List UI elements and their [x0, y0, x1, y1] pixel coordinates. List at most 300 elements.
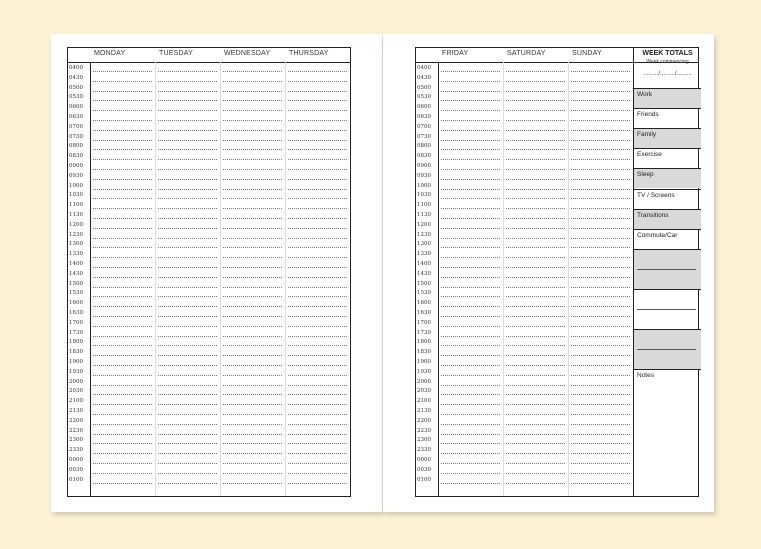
time-slot-entry[interactable]	[571, 306, 630, 307]
time-slot-entry[interactable]	[571, 91, 630, 92]
time-slot-entry[interactable]	[288, 473, 347, 474]
time-slot-entry[interactable]	[158, 198, 217, 199]
custom-category-blank-line[interactable]	[637, 269, 696, 270]
time-slot-entry[interactable]	[158, 453, 217, 454]
time-slot-entry[interactable]	[571, 287, 630, 288]
time-slot-entry[interactable]	[571, 473, 630, 474]
time-slot-entry[interactable]	[441, 316, 500, 317]
time-slot-entry[interactable]	[158, 385, 217, 386]
time-slot-entry[interactable]	[93, 100, 152, 101]
time-slot-entry[interactable]	[158, 296, 217, 297]
time-slot-entry[interactable]	[288, 326, 347, 327]
time-slot-entry[interactable]	[441, 473, 500, 474]
time-slot-entry[interactable]	[288, 238, 347, 239]
time-slot-entry[interactable]	[93, 169, 152, 170]
time-slot-entry[interactable]	[571, 120, 630, 121]
time-slot-entry[interactable]	[506, 345, 565, 346]
time-slot-entry[interactable]	[288, 71, 347, 72]
time-slot-entry[interactable]	[223, 71, 282, 72]
time-slot-entry[interactable]	[93, 336, 152, 337]
time-slot-entry[interactable]	[223, 208, 282, 209]
time-slot-entry[interactable]	[441, 228, 500, 229]
time-slot-entry[interactable]	[571, 140, 630, 141]
time-slot-entry[interactable]	[506, 443, 565, 444]
time-slot-entry[interactable]	[506, 306, 565, 307]
time-slot-entry[interactable]	[288, 306, 347, 307]
time-slot-entry[interactable]	[441, 385, 500, 386]
time-slot-entry[interactable]	[506, 208, 565, 209]
time-slot-entry[interactable]	[506, 316, 565, 317]
time-slot-entry[interactable]	[288, 443, 347, 444]
time-slot-entry[interactable]	[571, 81, 630, 82]
time-slot-entry[interactable]	[441, 247, 500, 248]
time-slot-entry[interactable]	[506, 198, 565, 199]
time-slot-entry[interactable]	[506, 140, 565, 141]
time-slot-entry[interactable]	[223, 238, 282, 239]
time-slot-entry[interactable]	[158, 130, 217, 131]
time-slot-entry[interactable]	[441, 463, 500, 464]
time-slot-entry[interactable]	[93, 198, 152, 199]
total-category-commute-car[interactable]	[634, 229, 701, 249]
time-slot-entry[interactable]	[93, 71, 152, 72]
time-slot-entry[interactable]	[506, 296, 565, 297]
time-slot-entry[interactable]	[571, 483, 630, 484]
time-slot-entry[interactable]	[441, 424, 500, 425]
time-slot-entry[interactable]	[288, 434, 347, 435]
time-slot-entry[interactable]	[441, 443, 500, 444]
time-slot-entry[interactable]	[288, 149, 347, 150]
time-slot-entry[interactable]	[158, 473, 217, 474]
time-slot-entry[interactable]	[506, 365, 565, 366]
time-slot-entry[interactable]	[571, 169, 630, 170]
time-slot-entry[interactable]	[223, 198, 282, 199]
time-slot-entry[interactable]	[571, 208, 630, 209]
time-slot-entry[interactable]	[93, 189, 152, 190]
total-category-tv-screens[interactable]	[634, 189, 701, 209]
time-slot-entry[interactable]	[288, 179, 347, 180]
time-slot-entry[interactable]	[441, 208, 500, 209]
time-slot-entry[interactable]	[93, 238, 152, 239]
time-slot-entry[interactable]	[158, 483, 217, 484]
time-slot-entry[interactable]	[93, 110, 152, 111]
time-slot-entry[interactable]	[441, 198, 500, 199]
time-slot-entry[interactable]	[288, 316, 347, 317]
time-slot-entry[interactable]	[158, 159, 217, 160]
time-slot-entry[interactable]	[571, 375, 630, 376]
time-slot-entry[interactable]	[506, 385, 565, 386]
time-slot-entry[interactable]	[288, 81, 347, 82]
time-slot-entry[interactable]	[223, 326, 282, 327]
time-slot-entry[interactable]	[158, 434, 217, 435]
time-slot-entry[interactable]	[158, 100, 217, 101]
time-slot-entry[interactable]	[288, 257, 347, 258]
time-slot-entry[interactable]	[93, 296, 152, 297]
time-slot-entry[interactable]	[571, 443, 630, 444]
time-slot-entry[interactable]	[571, 326, 630, 327]
time-slot-entry[interactable]	[506, 71, 565, 72]
time-slot-entry[interactable]	[506, 375, 565, 376]
time-slot-entry[interactable]	[441, 140, 500, 141]
time-slot-entry[interactable]	[288, 453, 347, 454]
time-slot-entry[interactable]	[441, 91, 500, 92]
time-slot-entry[interactable]	[158, 306, 217, 307]
time-slot-entry[interactable]	[158, 140, 217, 141]
time-slot-entry[interactable]	[223, 247, 282, 248]
time-slot-entry[interactable]	[506, 81, 565, 82]
total-category-transitions[interactable]	[634, 209, 701, 229]
time-slot-entry[interactable]	[571, 130, 630, 131]
time-slot-entry[interactable]	[93, 385, 152, 386]
time-slot-entry[interactable]	[93, 130, 152, 131]
time-slot-entry[interactable]	[93, 267, 152, 268]
custom-category-slot[interactable]	[634, 289, 701, 329]
time-slot-entry[interactable]	[223, 130, 282, 131]
time-slot-entry[interactable]	[223, 463, 282, 464]
time-slot-entry[interactable]	[158, 443, 217, 444]
time-slot-entry[interactable]	[571, 179, 630, 180]
time-slot-entry[interactable]	[223, 100, 282, 101]
time-slot-entry[interactable]	[571, 228, 630, 229]
time-slot-entry[interactable]	[158, 463, 217, 464]
time-slot-entry[interactable]	[288, 189, 347, 190]
time-slot-entry[interactable]	[158, 169, 217, 170]
time-slot-entry[interactable]	[288, 296, 347, 297]
time-slot-entry[interactable]	[93, 443, 152, 444]
time-slot-entry[interactable]	[288, 414, 347, 415]
time-slot-entry[interactable]	[288, 404, 347, 405]
time-slot-entry[interactable]	[506, 91, 565, 92]
time-slot-entry[interactable]	[93, 306, 152, 307]
time-slot-entry[interactable]	[223, 394, 282, 395]
time-slot-entry[interactable]	[571, 316, 630, 317]
time-slot-entry[interactable]	[223, 287, 282, 288]
time-slot-entry[interactable]	[158, 424, 217, 425]
time-slot-entry[interactable]	[441, 296, 500, 297]
time-slot-entry[interactable]	[158, 189, 217, 190]
time-slot-entry[interactable]	[93, 159, 152, 160]
time-slot-entry[interactable]	[158, 365, 217, 366]
time-slot-entry[interactable]	[441, 394, 500, 395]
time-slot-entry[interactable]	[571, 394, 630, 395]
time-slot-entry[interactable]	[441, 414, 500, 415]
time-slot-entry[interactable]	[288, 218, 347, 219]
time-slot-entry[interactable]	[571, 277, 630, 278]
time-slot-entry[interactable]	[93, 404, 152, 405]
total-category-family[interactable]	[634, 128, 701, 148]
time-slot-entry[interactable]	[571, 453, 630, 454]
time-slot-entry[interactable]	[441, 179, 500, 180]
time-slot-entry[interactable]	[506, 336, 565, 337]
time-slot-entry[interactable]	[223, 443, 282, 444]
time-slot-entry[interactable]	[441, 336, 500, 337]
time-slot-entry[interactable]	[571, 385, 630, 386]
time-slot-entry[interactable]	[158, 81, 217, 82]
time-slot-entry[interactable]	[288, 424, 347, 425]
time-slot-entry[interactable]	[441, 326, 500, 327]
time-slot-entry[interactable]	[571, 404, 630, 405]
time-slot-entry[interactable]	[223, 81, 282, 82]
time-slot-entry[interactable]	[506, 473, 565, 474]
time-slot-entry[interactable]	[506, 355, 565, 356]
time-slot-entry[interactable]	[158, 247, 217, 248]
time-slot-entry[interactable]	[506, 394, 565, 395]
time-slot-entry[interactable]	[506, 169, 565, 170]
time-slot-entry[interactable]	[506, 463, 565, 464]
time-slot-entry[interactable]	[571, 198, 630, 199]
time-slot-entry[interactable]	[506, 424, 565, 425]
time-slot-entry[interactable]	[571, 336, 630, 337]
time-slot-entry[interactable]	[506, 228, 565, 229]
time-slot-entry[interactable]	[441, 483, 500, 484]
time-slot-entry[interactable]	[223, 345, 282, 346]
time-slot-entry[interactable]	[506, 277, 565, 278]
time-slot-entry[interactable]	[571, 267, 630, 268]
time-slot-entry[interactable]	[158, 394, 217, 395]
time-slot-entry[interactable]	[93, 414, 152, 415]
time-slot-entry[interactable]	[441, 365, 500, 366]
time-slot-entry[interactable]	[506, 100, 565, 101]
time-slot-entry[interactable]	[158, 218, 217, 219]
time-slot-entry[interactable]	[288, 169, 347, 170]
time-slot-entry[interactable]	[93, 375, 152, 376]
time-slot-entry[interactable]	[441, 453, 500, 454]
time-slot-entry[interactable]	[441, 355, 500, 356]
time-slot-entry[interactable]	[288, 267, 347, 268]
time-slot-entry[interactable]	[288, 140, 347, 141]
time-slot-entry[interactable]	[158, 267, 217, 268]
time-slot-entry[interactable]	[158, 179, 217, 180]
total-category-sleep[interactable]	[634, 168, 701, 188]
time-slot-entry[interactable]	[506, 434, 565, 435]
time-slot-entry[interactable]	[223, 179, 282, 180]
time-slot-entry[interactable]	[93, 91, 152, 92]
time-slot-entry[interactable]	[571, 159, 630, 160]
time-slot-entry[interactable]	[571, 71, 630, 72]
time-slot-entry[interactable]	[223, 365, 282, 366]
time-slot-entry[interactable]	[223, 110, 282, 111]
time-slot-entry[interactable]	[506, 267, 565, 268]
time-slot-entry[interactable]	[441, 71, 500, 72]
time-slot-entry[interactable]	[158, 326, 217, 327]
time-slot-entry[interactable]	[441, 169, 500, 170]
time-slot-entry[interactable]	[441, 277, 500, 278]
time-slot-entry[interactable]	[158, 375, 217, 376]
time-slot-entry[interactable]	[506, 414, 565, 415]
time-slot-entry[interactable]	[288, 208, 347, 209]
time-slot-entry[interactable]	[506, 149, 565, 150]
time-slot-entry[interactable]	[571, 434, 630, 435]
time-slot-entry[interactable]	[93, 277, 152, 278]
time-slot-entry[interactable]	[223, 375, 282, 376]
time-slot-entry[interactable]	[93, 287, 152, 288]
notes-area[interactable]	[634, 369, 701, 496]
time-slot-entry[interactable]	[93, 473, 152, 474]
time-slot-entry[interactable]	[441, 306, 500, 307]
time-slot-entry[interactable]	[571, 189, 630, 190]
time-slot-entry[interactable]	[441, 81, 500, 82]
time-slot-entry[interactable]	[93, 218, 152, 219]
time-slot-entry[interactable]	[288, 130, 347, 131]
total-category-friends[interactable]	[634, 108, 701, 128]
time-slot-entry[interactable]	[158, 414, 217, 415]
time-slot-entry[interactable]	[506, 130, 565, 131]
time-slot-entry[interactable]	[158, 316, 217, 317]
time-slot-entry[interactable]	[223, 296, 282, 297]
time-slot-entry[interactable]	[571, 365, 630, 366]
time-slot-entry[interactable]	[158, 228, 217, 229]
time-slot-entry[interactable]	[288, 247, 347, 248]
time-slot-entry[interactable]	[571, 218, 630, 219]
time-slot-entry[interactable]	[93, 179, 152, 180]
time-slot-entry[interactable]	[158, 149, 217, 150]
time-slot-entry[interactable]	[93, 149, 152, 150]
time-slot-entry[interactable]	[506, 287, 565, 288]
time-slot-entry[interactable]	[223, 404, 282, 405]
time-slot-entry[interactable]	[93, 453, 152, 454]
time-slot-entry[interactable]	[93, 140, 152, 141]
time-slot-entry[interactable]	[441, 345, 500, 346]
time-slot-entry[interactable]	[441, 159, 500, 160]
time-slot-entry[interactable]	[223, 336, 282, 337]
time-slot-entry[interactable]	[441, 434, 500, 435]
time-slot-entry[interactable]	[158, 208, 217, 209]
week-commencing-date-field[interactable]: ........./........./.........	[643, 71, 692, 77]
time-slot-entry[interactable]	[441, 110, 500, 111]
time-slot-entry[interactable]	[571, 463, 630, 464]
time-slot-entry[interactable]	[93, 81, 152, 82]
time-slot-entry[interactable]	[158, 355, 217, 356]
time-slot-entry[interactable]	[441, 375, 500, 376]
time-slot-entry[interactable]	[441, 238, 500, 239]
time-slot-entry[interactable]	[288, 336, 347, 337]
time-slot-entry[interactable]	[571, 424, 630, 425]
time-slot-entry[interactable]	[93, 120, 152, 121]
time-slot-entry[interactable]	[158, 287, 217, 288]
time-slot-entry[interactable]	[506, 247, 565, 248]
time-slot-entry[interactable]	[223, 228, 282, 229]
time-slot-entry[interactable]	[506, 404, 565, 405]
time-slot-entry[interactable]	[93, 316, 152, 317]
time-slot-entry[interactable]	[288, 91, 347, 92]
time-slot-entry[interactable]	[288, 228, 347, 229]
time-slot-entry[interactable]	[223, 277, 282, 278]
time-slot-entry[interactable]	[288, 198, 347, 199]
time-slot-entry[interactable]	[158, 238, 217, 239]
time-slot-entry[interactable]	[158, 345, 217, 346]
custom-category-slot[interactable]	[634, 329, 701, 369]
time-slot-entry[interactable]	[441, 130, 500, 131]
time-slot-entry[interactable]	[571, 247, 630, 248]
time-slot-entry[interactable]	[571, 414, 630, 415]
time-slot-entry[interactable]	[441, 120, 500, 121]
time-slot-entry[interactable]	[288, 287, 347, 288]
time-slot-entry[interactable]	[93, 247, 152, 248]
time-slot-entry[interactable]	[93, 208, 152, 209]
time-slot-entry[interactable]	[288, 120, 347, 121]
time-slot-entry[interactable]	[506, 238, 565, 239]
time-slot-entry[interactable]	[288, 277, 347, 278]
time-slot-entry[interactable]	[223, 91, 282, 92]
time-slot-entry[interactable]	[223, 159, 282, 160]
time-slot-entry[interactable]	[506, 110, 565, 111]
time-slot-entry[interactable]	[506, 120, 565, 121]
custom-category-slot[interactable]	[634, 249, 701, 289]
time-slot-entry[interactable]	[223, 424, 282, 425]
time-slot-entry[interactable]	[223, 453, 282, 454]
time-slot-entry[interactable]	[93, 355, 152, 356]
time-slot-entry[interactable]	[288, 345, 347, 346]
time-slot-entry[interactable]	[223, 316, 282, 317]
time-slot-entry[interactable]	[223, 257, 282, 258]
time-slot-entry[interactable]	[223, 355, 282, 356]
time-slot-entry[interactable]	[288, 159, 347, 160]
time-slot-entry[interactable]	[223, 306, 282, 307]
time-slot-entry[interactable]	[506, 257, 565, 258]
time-slot-entry[interactable]	[158, 110, 217, 111]
time-slot-entry[interactable]	[571, 296, 630, 297]
time-slot-entry[interactable]	[158, 257, 217, 258]
time-slot-entry[interactable]	[223, 473, 282, 474]
time-slot-entry[interactable]	[93, 394, 152, 395]
time-slot-entry[interactable]	[571, 345, 630, 346]
time-slot-entry[interactable]	[571, 238, 630, 239]
time-slot-entry[interactable]	[93, 326, 152, 327]
time-slot-entry[interactable]	[223, 414, 282, 415]
time-slot-entry[interactable]	[93, 463, 152, 464]
time-slot-entry[interactable]	[223, 385, 282, 386]
time-slot-entry[interactable]	[93, 365, 152, 366]
time-slot-entry[interactable]	[158, 71, 217, 72]
total-category-exercise[interactable]	[634, 148, 701, 168]
time-slot-entry[interactable]	[571, 355, 630, 356]
time-slot-entry[interactable]	[223, 120, 282, 121]
time-slot-entry[interactable]	[288, 100, 347, 101]
time-slot-entry[interactable]	[506, 483, 565, 484]
time-slot-entry[interactable]	[506, 189, 565, 190]
time-slot-entry[interactable]	[158, 404, 217, 405]
time-slot-entry[interactable]	[506, 159, 565, 160]
time-slot-entry[interactable]	[223, 140, 282, 141]
time-slot-entry[interactable]	[506, 326, 565, 327]
time-slot-entry[interactable]	[441, 257, 500, 258]
time-slot-entry[interactable]	[506, 179, 565, 180]
custom-category-blank-line[interactable]	[637, 349, 696, 350]
time-slot-entry[interactable]	[571, 257, 630, 258]
time-slot-entry[interactable]	[441, 404, 500, 405]
time-slot-entry[interactable]	[223, 189, 282, 190]
custom-category-blank-line[interactable]	[637, 309, 696, 310]
time-slot-entry[interactable]	[441, 267, 500, 268]
time-slot-entry[interactable]	[223, 149, 282, 150]
time-slot-entry[interactable]	[93, 424, 152, 425]
time-slot-entry[interactable]	[441, 287, 500, 288]
time-slot-entry[interactable]	[571, 149, 630, 150]
time-slot-entry[interactable]	[288, 385, 347, 386]
time-slot-entry[interactable]	[158, 277, 217, 278]
time-slot-entry[interactable]	[441, 100, 500, 101]
total-category-work[interactable]	[634, 88, 701, 108]
time-slot-entry[interactable]	[288, 483, 347, 484]
time-slot-entry[interactable]	[223, 267, 282, 268]
time-slot-entry[interactable]	[158, 91, 217, 92]
time-slot-entry[interactable]	[288, 463, 347, 464]
time-slot-entry[interactable]	[158, 120, 217, 121]
time-slot-entry[interactable]	[93, 483, 152, 484]
time-slot-entry[interactable]	[93, 345, 152, 346]
time-slot-entry[interactable]	[223, 169, 282, 170]
time-slot-entry[interactable]	[288, 355, 347, 356]
time-slot-entry[interactable]	[441, 218, 500, 219]
